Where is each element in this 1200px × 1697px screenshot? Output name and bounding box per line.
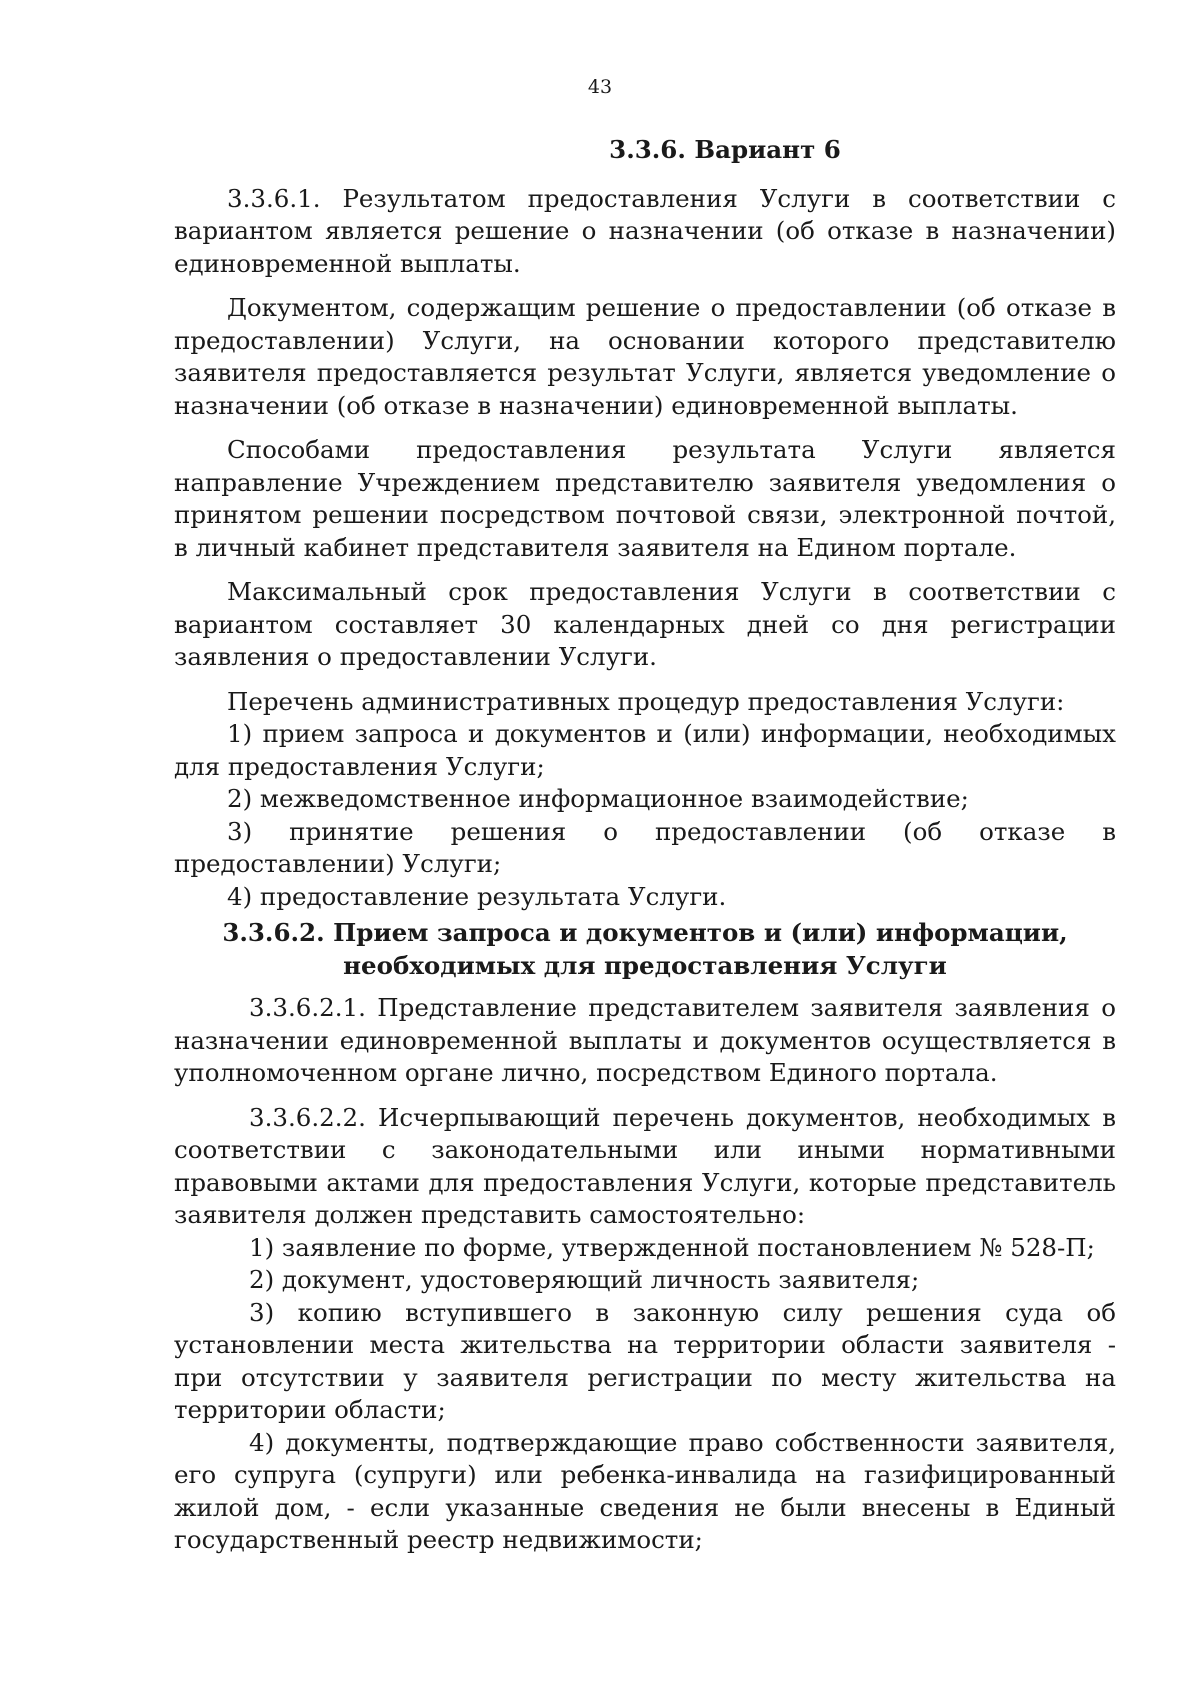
list-item: 3) принятие решения о предоставлении (об отказе в предоставлении) Услуги; (174, 816, 1116, 878)
paragraph-deadline: Максимальный срок предоставления Услуги в соответствии с вариантом составляет 30 календарных дней со дня регистрации заявления о предоставлении Услуги. (174, 577, 1116, 671)
section-heading-request: 3.3.6.2. Прием запроса и документов и (или) информации, необходимых для предоставления Услуги (222, 918, 1068, 980)
paragraph-result: 3.3.6.1. Результатом предоставления Услуги в соответствии с вариантом является решение о назначении (об отказе в назначении) единовременной выплаты. (174, 183, 1116, 278)
list-item: 1) заявление по форме, утвержденной постановлением № 528-П; (249, 1232, 1095, 1262)
page-number: 43 (587, 76, 613, 98)
page-content (174, 134, 1116, 1557)
list-item: 4) документы, подтверждающие право собственности заявителя, его супруга (супруги) или ребенка-инвалида на газифицированный жилой дом, - если указанные сведения не были внесены в Единый государственный реестр недвижимости; (174, 1427, 1116, 1554)
paragraph-document: Документом, содержащим решение о предоставлении (об отказе в предоставлении) Услуги, на основании которого представителю заявителя предоставляется результат Услуги, является уведомление о назначении (об отказе в назначении) единовременной выплаты. (174, 293, 1116, 420)
paragraph-documents-list: 3.3.6.2.2. Исчерпывающий перечень документов, необходимых в соответствии с законодательными или иными нормативными правовыми актами для предоставления Услуги, которые представитель заявителя должен представить самостоятельно: (174, 1102, 1116, 1229)
section-heading-variant: 3.3.6. Вариант 6 (609, 135, 841, 164)
list-item: 2) межведомственное информационное взаимодействие; (227, 784, 969, 813)
paragraph-methods: Способами предоставления результата Услуги является направление Учреждением представителю заявителя уведомления о принятом решении посредством почтовой связи, электронной почтой, в личный кабинет представителя заявителя на Едином портале. (174, 435, 1116, 562)
list-item: 1) прием запроса и документов и (или) информации, необходимых для предоставления Услуги; (174, 719, 1116, 781)
paragraph-submission: 3.3.6.2.1. Представление представителем заявителя заявления о назначении единовременной выплаты и документов осуществляется в уполномоченном органе лично, посредством Единого портала. (174, 993, 1116, 1087)
list-item: 2) документ, удостоверяющий личность заявителя; (249, 1265, 920, 1294)
paragraph-procedures-intro: Перечень административных процедур предоставления Услуги: (227, 686, 1065, 716)
list-item: 4) предоставление результата Услуги. (227, 881, 727, 911)
list-item: 3) копию вступившего в законную силу решения суда об установлении места жительства на территории области заявителя - при отсутствии у заявителя регистрации по месту жительства на территории области; (174, 1297, 1116, 1424)
